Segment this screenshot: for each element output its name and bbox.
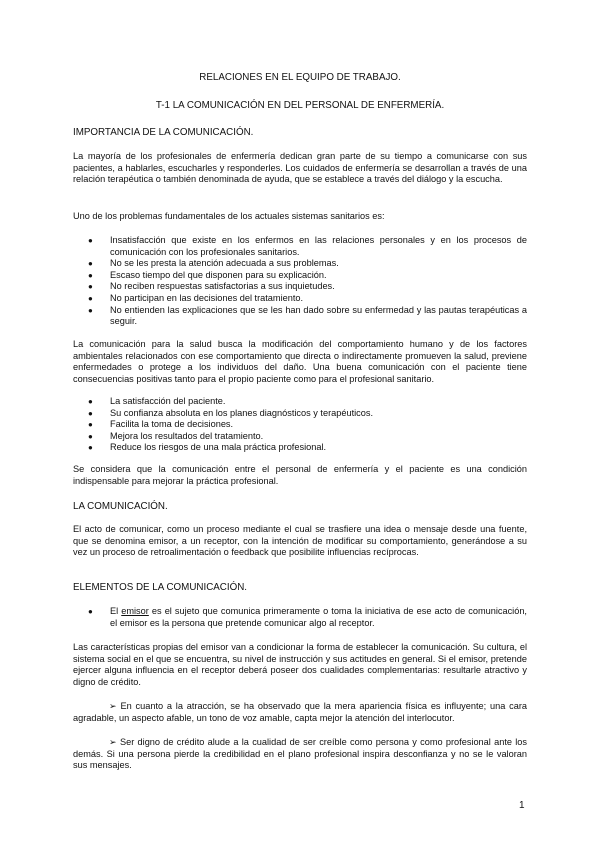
paragraph-atraccion: ➢ En cuanto a la atracción, se ha observado que la mera apariencia física es influyente; una cara agradable, un aspecto afable, un tono de voz amable, capta mejor la atención del interlocutor. xyxy=(73,701,527,723)
bullet-icon: ● xyxy=(88,282,93,292)
bullet-icon: ● xyxy=(88,408,93,418)
page-number: 1 xyxy=(519,800,525,811)
section-heading-comunicacion: LA COMUNICACIÓN. xyxy=(73,501,168,512)
section-heading-importancia: IMPORTANCIA DE LA COMUNICACIÓN. xyxy=(73,127,254,138)
bullet-icon: ● xyxy=(88,293,93,303)
list-item: ● Su confianza absoluta en los planes diagnósticos y terapéuticos. xyxy=(88,407,374,418)
paragraph-health-communication: La comunicación para la salud busca la modificación del comportamiento humano y de los factores ambientales relacionados con ese comportamiento que directa o indirectamente promueven la salud, previene enfermedades o protege a los individuos del daño. Una buena comunicación con el paciente tiene consecuencias positivas tanto para el propio paciente como para el profesional sanitario. xyxy=(73,339,527,384)
bullet-icon: ● xyxy=(88,420,93,430)
elements-list xyxy=(73,606,527,629)
paragraph-problems-lead: Uno de los problemas fundamentales de los actuales sistemas sanitarios es: xyxy=(73,211,385,221)
list-item: ● Facilita la toma de decisiones. xyxy=(88,419,234,430)
bullet-icon: ● xyxy=(88,397,93,406)
section-heading-elementos: ELEMENTOS DE LA COMUNICACIÓN. xyxy=(73,582,248,593)
paragraph-emisor-traits: Las características propias del emisor van a condicionar la forma de establecer la comunicación. Su cultura, el sistema social en el que se encuentra, su nivel de instrucción y sus actitudes en general. Si el emisor, pretende ejercer alguna influencia en el receptor deberá poseer dos cualidades complementarias: resultarle atractivo y digno de crédito. xyxy=(73,642,527,687)
list-item: ● Escaso tiempo del que disponen para su explicación. xyxy=(88,269,327,280)
bullet-icon: ● xyxy=(88,259,93,269)
document-subtitle: T-1 LA COMUNICACIÓN EN DEL PERSONAL DE ENFERMERÍA. xyxy=(155,100,445,111)
paragraph-condition: Se considera que la comunicación entre el personal de enfermería y el paciente es una condición indispensable para mejorar la práctica profesional. xyxy=(73,464,527,486)
list-item: ● No se les presta la atención adecuada a sus problemas. xyxy=(88,258,339,269)
paragraph-intro: La mayoría de los profesionales de enfermería dedican gran parte de su tiempo a comunicarse con sus pacientes, a hablarles, escucharles y responderles. Los cuidados de enfermería se desarrollan a través de una relación terapéutica o también denominada de ayuda, que se establece a través del diálogo y la escucha. xyxy=(73,151,527,185)
paragraph-definition: El acto de comunicar, como un proceso mediante el cual se trasfiere una idea o mensaje desde una fuente, que se denomina emisor, a un receptor, con la intención de modificar su comportamiento, generándose a su vez un proceso de retroalimentación o feedback que posibilite influencias recíprocas. xyxy=(73,524,527,558)
bullet-icon: ● xyxy=(88,305,93,315)
list-item: ● No entienden las explicaciones que se les han dado sobre su enfermedad y las pautas terapéuticas a seguir. xyxy=(88,304,527,327)
bullet-icon: ● xyxy=(88,236,93,245)
paragraph-credito: ➢ Ser digno de crédito alude a la cualidad de ser creíble como persona y como profesional ante los demás. Si una persona pierde la credibilidad en el plano profesional inspira desconfianza y no se le valoran sus mensajes. xyxy=(73,737,527,771)
bullet-icon: ● xyxy=(88,443,93,453)
list-item: ● Insatisfacción que existe en los enfermos en las relaciones personales y en los procesos de comunicación con los profesionales sanitarios. xyxy=(88,235,527,257)
bullet-icon: ● xyxy=(88,607,93,616)
benefits-list xyxy=(73,396,527,454)
emisor-term: emisor xyxy=(121,606,149,616)
problems-list xyxy=(73,235,527,328)
bullet-icon: ● xyxy=(88,431,93,441)
document-title: RELACIONES EN EL EQUIPO DE TRABAJO. xyxy=(199,72,401,83)
list-item: ● La satisfacción del paciente. xyxy=(88,396,226,406)
list-item: ● El emisor es el sujeto que comunica primeramente o toma la iniciativa de ese acto de comunicación, el emisor es la persona que pretende comunicar algo al receptor. xyxy=(88,606,527,628)
list-item: ● Reduce los riesgos de una mala práctica profesional. xyxy=(88,442,327,453)
list-item: ● Mejora los resultados del tratamiento. xyxy=(88,430,264,441)
list-item: ● No reciben respuestas satisfactorias a sus inquietudes. xyxy=(88,281,335,292)
list-item: ● No participan en las decisiones del tratamiento. xyxy=(88,292,304,303)
bullet-icon: ● xyxy=(88,270,93,280)
